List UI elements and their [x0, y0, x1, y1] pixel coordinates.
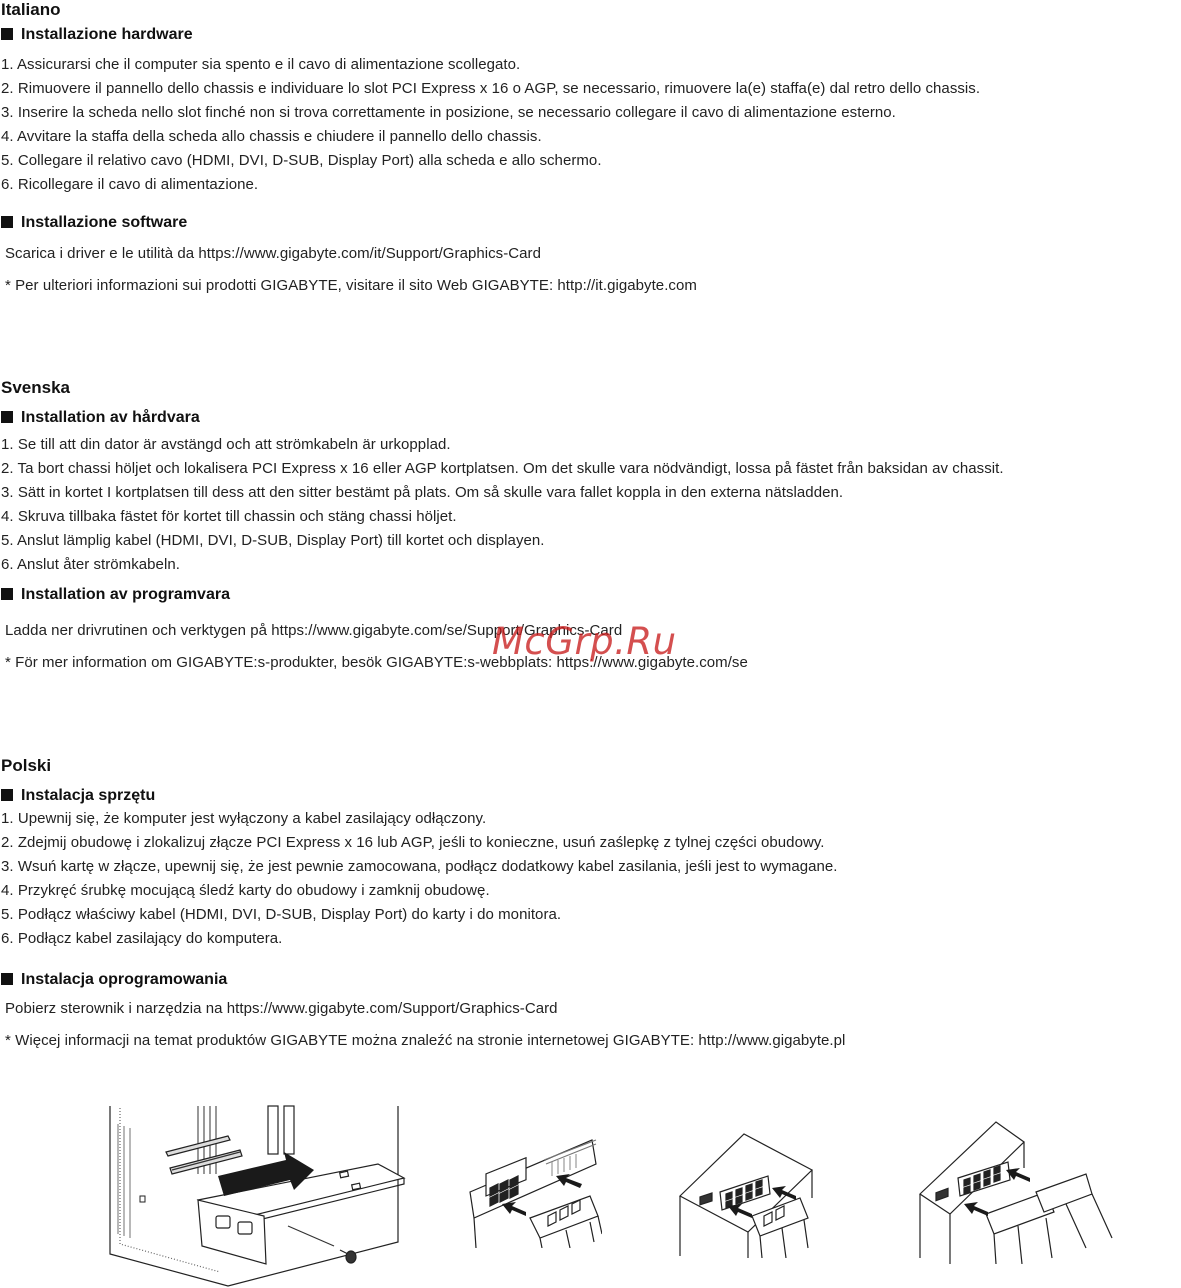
step-6-italiano: 6. Ricollegare il cavo di alimentazione. [1, 176, 259, 193]
square-bullet-icon [1, 411, 13, 423]
pci-slot-lower [170, 1150, 242, 1174]
square-bullet-icon [1, 216, 13, 228]
square-bullet-icon [1, 973, 13, 985]
back-slot-cover [268, 1106, 278, 1154]
card-installation-illustration [108, 1104, 410, 1288]
step-2-svenska: 2. Ta bort chassi höljet och lokalisera PCI Express x 16 eller AGP kortplatsen. Om det skulle vara nödvändigt, lossa på fästet från baksidan av chassit. [1, 460, 1004, 477]
software-note-svenska: * För mer information om GIGABYTE:s-produkter, besök GIGABYTE:s-webbplats: https://www.gigabyte.com/se [5, 654, 748, 671]
section-hardware-svenska: Installation av hårdvara [1, 409, 200, 427]
power-connector-illustration-3 [916, 1118, 1114, 1264]
software-note-polski: * Więcej informacji na temat produktów GIGABYTE można znaleźć na stronie internetowej GIGABYTE: http://www.gigabyte.pl [5, 1032, 846, 1049]
language-heading-italiano: Italiano [1, 0, 61, 19]
section-software-italiano: Installazione software [1, 214, 187, 232]
watermark: McGrp.Ru [492, 620, 677, 663]
step-4-svenska: 4. Skruva tillbaka fästet för kortet till chassin och stäng chassi höljet. [1, 508, 457, 525]
square-bullet-icon [1, 789, 13, 801]
language-heading-svenska: Svenska [1, 378, 70, 397]
power-connector-illustration-1 [466, 1138, 602, 1248]
step-3-polski: 3. Wsuń kartę w złącze, upewnij się, że jest pewnie zamocowana, podłącz dodatkowy kabel zasilania, jeśli jest to wymagane. [1, 858, 838, 875]
section-software-polski: Instalacja oprogramowania [1, 971, 227, 989]
step-2-italiano: 2. Rimuovere il pannello dello chassis e individuare lo slot PCI Express x 16 o AGP, se necessario, rimuovere la(e) staffa(e) dal retro dello chassis. [1, 80, 981, 97]
software-download-svenska: Ladda ner drivrutinen och verktygen på https://www.gigabyte.com/se/Support/Graphics-Card [5, 622, 623, 639]
square-bullet-icon [1, 588, 13, 600]
step-5-polski: 5. Podłącz właściwy kabel (HDMI, DVI, D-SUB, Display Port) do karty i do monitora. [1, 906, 562, 923]
step-1-polski: 1. Upewnij się, że komputer jest wyłączony a kabel zasilający odłączony. [1, 810, 487, 827]
square-bullet-icon [1, 28, 13, 40]
step-4-italiano: 4. Avvitare la staffa della scheda allo chassis e chiudere il pannello dello chassis. [1, 128, 542, 145]
plug-arrow-icon [502, 1202, 526, 1216]
bracket-port [216, 1216, 230, 1228]
software-download-polski: Pobierz sterownik i narzędzia na https://www.gigabyte.com/Support/Graphics-Card [5, 1000, 558, 1017]
step-6-polski: 6. Podłącz kabel zasilający do komputera. [1, 930, 283, 947]
plug-arrow-icon [964, 1202, 988, 1216]
step-3-svenska: 3. Sätt in kortet I kortplatsen till dess att den sitter bestämt på plats. Om så skulle vara fallet koppla in den externa nätsladden. [1, 484, 844, 501]
step-6-svenska: 6. Anslut åter strömkabeln. [1, 556, 180, 573]
step-2-polski: 2. Zdejmij obudowę i zlokalizuj złącze PCI Express x 16 lub AGP, jeśli to konieczne, usuń zaślepkę z tylnej części obudowy. [1, 834, 825, 851]
step-1-italiano: 1. Assicurarsi che il computer sia spento e il cavo di alimentazione scollegato. [1, 56, 521, 73]
language-heading-polski: Polski [1, 756, 52, 775]
section-hardware-polski: Instalacja sprzętu [1, 787, 155, 805]
step-3-italiano: 3. Inserire la scheda nello slot finché non si trova correttamente in posizione, se necessario collegare il cavo di alimentazione esterno. [1, 104, 896, 121]
step-1-svenska: 1. Se till att din dator är avstängd och att strömkabeln är urkopplad. [1, 436, 451, 453]
section-hardware-italiano: Installazione hardware [1, 26, 193, 44]
software-note-italiano: * Per ulteriori informazioni sui prodotti GIGABYTE, visitare il sito Web GIGABYTE: http://it.gigabyte.com [5, 277, 697, 294]
step-5-svenska: 5. Anslut lämplig kabel (HDMI, DVI, D-SUB, Display Port) till kortet och displayen. [1, 532, 545, 549]
software-download-italiano: Scarica i driver e le utilità da https://www.gigabyte.com/it/Support/Graphics-Card [5, 245, 541, 262]
power-connector-illustration-2 [678, 1132, 814, 1258]
power-plug [530, 1196, 598, 1238]
section-software-svenska: Installation av programvara [1, 586, 230, 604]
step-5-italiano: 5. Collegare il relativo cavo (HDMI, DVI, D-SUB, Display Port) alla scheda e allo schermo. [1, 152, 602, 169]
step-4-polski: 4. Przykręć śrubkę mocującą śledź karty do obudowy i zamknij obudowę. [1, 882, 490, 899]
